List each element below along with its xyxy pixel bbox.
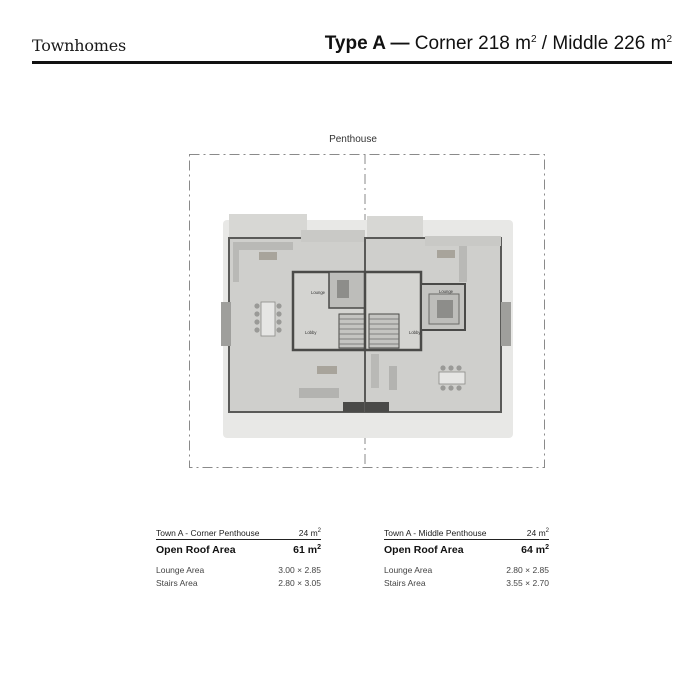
table-row: Lounge Area 2.80 × 2.85 — [384, 565, 549, 575]
room-label-lounge: Lounge — [311, 290, 325, 295]
type-label: Type A — — [324, 33, 410, 54]
room-label-lounge: Lounge — [439, 289, 453, 294]
corner-area: Corner 218 m — [409, 33, 531, 54]
table-header — [156, 528, 321, 539]
open-roof-value: 61 $m^2$ — [293, 544, 321, 556]
dining-table — [261, 302, 275, 336]
entry-step — [365, 402, 389, 412]
table-title: Town A - Corner Penthouse — [156, 528, 260, 538]
table-header — [384, 528, 549, 539]
header-rule — [32, 61, 672, 64]
open-roof-row — [156, 544, 321, 560]
table-row: Stairs Area 2.80 × 3.05 — [156, 578, 321, 588]
side-bench — [221, 302, 231, 346]
planter — [233, 242, 293, 250]
table-title-area: 24 $m^2$ — [298, 528, 321, 538]
table-title: Town A - Middle Penthouse — [384, 528, 487, 538]
dining-table — [439, 372, 465, 384]
corner-unit — [221, 214, 365, 412]
middle-area: / Middle 226 m — [536, 33, 667, 54]
corner-area-sup: 2 — [530, 34, 537, 45]
table-title-area: 24 $m^2$ — [526, 528, 549, 538]
open-roof-label: Open Roof Area — [156, 544, 236, 556]
open-roof-row — [384, 544, 549, 560]
divider — [384, 539, 549, 540]
corner-penthouse-table — [156, 528, 321, 591]
room-label-lobby: Lobby — [305, 330, 317, 335]
plan-label: Penthouse — [329, 134, 377, 145]
penthouse-floor-plan — [189, 154, 545, 468]
brand-title: Townhomes — [32, 36, 127, 55]
table-row: Lounge Area 3.00 × 2.85 — [156, 565, 321, 575]
unit-type-title — [325, 33, 672, 55]
page-header — [32, 33, 672, 61]
room-label-lobby: Lobby — [409, 330, 421, 335]
middle-penthouse-table — [384, 528, 549, 591]
open-roof-value: 64 $m^2$ — [521, 544, 549, 556]
entry-step — [343, 402, 365, 412]
middle-unit — [365, 216, 511, 412]
open-roof-label: Open Roof Area — [384, 544, 464, 556]
divider — [156, 539, 321, 540]
table-row: Stairs Area 3.55 × 2.70 — [384, 578, 549, 588]
side-bench — [501, 302, 511, 346]
middle-area-sup: 2 — [666, 34, 672, 45]
